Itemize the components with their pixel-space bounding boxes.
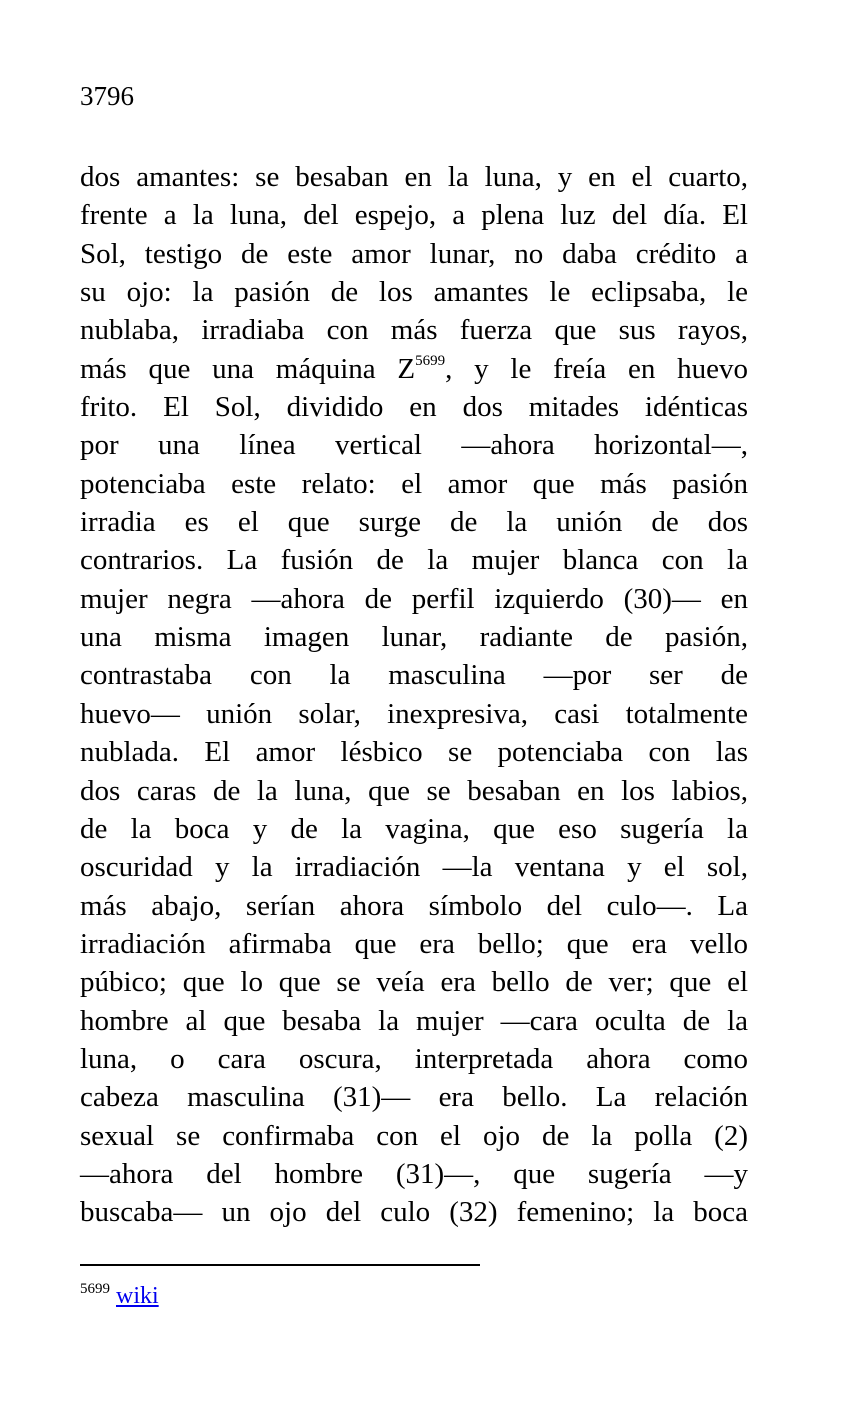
text-line: una misma imagen lunar, radiante de pasión, [80, 621, 748, 654]
text-line: más abajo, serían ahora símbolo del culo—. La [80, 889, 748, 922]
page-number: 3796 [80, 81, 134, 111]
text-line: frente a la luna, del espejo, a plena luz del día. El [80, 199, 748, 232]
footnote-marker: 5699 [80, 1281, 110, 1297]
text-line: huevo— unión solar, inexpresiva, casi totalmente [80, 697, 748, 730]
text-line: nublada. El amor lésbico se potenciaba con las [80, 736, 748, 769]
text-line: frito. El Sol, dividido en dos mitades idénticas [80, 391, 748, 424]
text-line: contrarios. La fusión de la mujer blanca con la [80, 544, 748, 577]
text-fragment: , y le freía en huevo [445, 352, 748, 385]
text-line: luna, o cara oscura, interpretada ahora como [80, 1042, 748, 1075]
text-line-with-footnote-ref [80, 350, 748, 388]
footnote-separator [80, 1264, 480, 1266]
text-line: contrastaba con la masculina —por ser de [80, 659, 748, 692]
text-line: —ahora del hombre (31)—, que sugería —y [80, 1157, 748, 1190]
text-line: de la boca y de la vagina, que eso sugería la [80, 812, 748, 845]
text-line: sexual se confirmaba con el ojo de la polla (2) [80, 1119, 748, 1152]
text-line: irradia es el que surge de la unión de dos [80, 506, 748, 539]
text-line: dos caras de la luna, que se besaban en los labios, [80, 774, 748, 807]
text-fragment: más que una máquina Z [80, 352, 416, 385]
text-line: hombre al que besaba la mujer —cara oculta de la [80, 1004, 748, 1037]
footnote-link-wiki[interactable]: wiki [116, 1283, 159, 1309]
text-line: nublaba, irradiaba con más fuerza que sus rayos, [80, 314, 748, 347]
text-line: irradiación afirmaba que era bello; que era vello [80, 927, 748, 960]
footnote [80, 1280, 159, 1315]
text-line: su ojo: la pasión de los amantes le eclipsaba, le [80, 276, 748, 309]
text-line: por una línea vertical —ahora horizontal—, [80, 429, 748, 462]
text-line: oscuridad y la irradiación —la ventana y el sol, [80, 851, 748, 884]
text-line: púbico; que lo que se veía era bello de ver; que el [80, 966, 748, 999]
body-text [80, 158, 748, 1232]
footnote-reference: 5699 [415, 352, 446, 369]
text-line: Sol, testigo de este amor lunar, no daba crédito a [80, 237, 748, 270]
text-line: potenciaba este relato: el amor que más pasión [80, 467, 748, 500]
text-line: cabeza masculina (31)— era bello. La relación [80, 1081, 748, 1114]
text-line: dos amantes: se besaban en la luna, y en el cuarto, [80, 161, 748, 193]
text-line: buscaba— un ojo del culo (32) femenino; la boca [80, 1196, 748, 1229]
text-line: mujer negra —ahora de perfil izquierdo (30)— en [80, 582, 748, 615]
